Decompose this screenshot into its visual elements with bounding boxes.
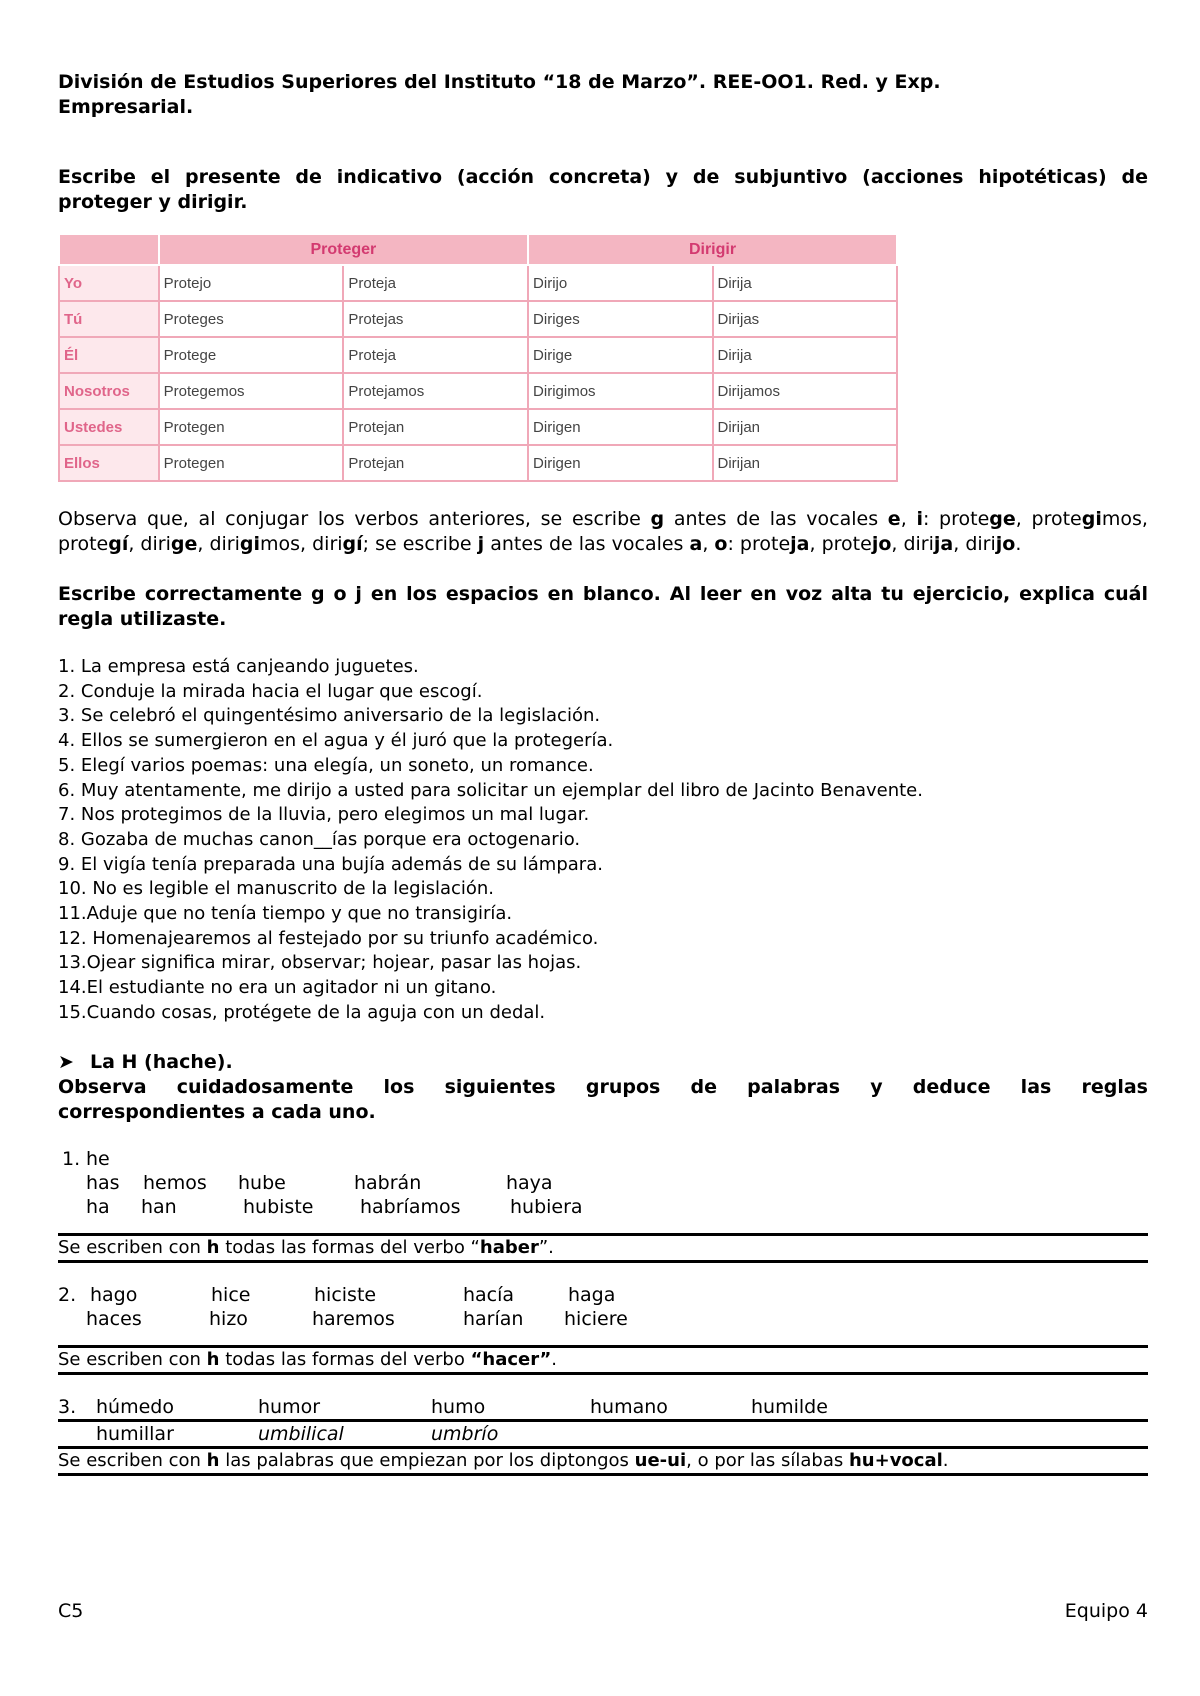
instruction-conjugation: Escribe el presente de indicativo (acción concreta) y de subjuntivo (acciones hipotéticas) de proteger y dirigir.: [58, 166, 1148, 213]
obs-highlight: ge: [170, 533, 198, 555]
word: hubiste: [243, 1195, 314, 1218]
obs-text: .: [1015, 533, 1022, 555]
exercise-sentences: [58, 655, 1148, 1026]
rule-diphthongs: ue-ui: [634, 1449, 687, 1471]
word: harían: [463, 1307, 524, 1330]
proteger-subjunctive-cell: Proteja: [343, 337, 528, 373]
conjugation-row: [59, 445, 897, 481]
obs-text: , diri: [953, 533, 996, 555]
dirigir-indicative-cell: Dirigen: [528, 445, 712, 481]
exercise-sentence: 6. Muy atentamente, me dirijo a usted para solicitar un ejemplar del libro de Jacinto Benavente.: [58, 779, 923, 801]
word: han: [141, 1195, 177, 1218]
obs-letter-g: g: [650, 508, 665, 530]
header-line-1: División de Estudios Superiores del Instituto “18 de Marzo”. REE-OO1. Red. y Exp.: [58, 71, 941, 93]
dirigir-indicative-cell: Dirijo: [528, 265, 712, 301]
conjugation-row: [59, 265, 897, 301]
word: humano: [590, 1395, 668, 1418]
document-header: [58, 70, 1148, 120]
rule-text: todas las formas del verbo: [219, 1348, 471, 1370]
word: humor: [258, 1395, 321, 1418]
word: hago: [90, 1283, 138, 1306]
obs-text: , diri: [891, 533, 934, 555]
obs-highlight: ja: [933, 533, 954, 555]
dirigir-subjunctive-cell: Dirijas: [713, 301, 898, 337]
word: humilde: [751, 1395, 828, 1418]
exercise-sentence: 1. La empresa está canjeando juguetes.: [58, 656, 419, 677]
word: he: [86, 1147, 110, 1170]
arrow-bullet-icon: ➤: [58, 1050, 74, 1073]
obs-text: antes de las vocales: [484, 533, 690, 555]
conjugation-row: [59, 373, 897, 409]
proteger-indicative-cell: Protegen: [159, 409, 344, 445]
dirigir-subjunctive-cell: Dirija: [713, 265, 898, 301]
obs-vowel-i: i: [916, 508, 923, 530]
obs-text: mos, prote: [58, 508, 1148, 555]
proteger-indicative-cell: Proteges: [159, 301, 344, 337]
proteger-subjunctive-cell: Proteja: [343, 265, 528, 301]
obs-text: : prote: [727, 533, 791, 555]
obs-text: antes de las vocales: [664, 508, 888, 530]
rule-text: , o por las sílabas: [686, 1449, 849, 1471]
section-h-instruction-line-1: Observa cuidadosamente los siguientes grupos de palabras y deduce las reglas: [58, 1075, 1148, 1098]
obs-vowel-e: e: [887, 508, 901, 530]
word-row: [58, 1171, 1148, 1195]
obs-highlight: gi: [239, 533, 260, 555]
dirigir-subjunctive-cell: Dirijamos: [713, 373, 898, 409]
footer-left: C5: [58, 1600, 84, 1622]
proteger-indicative-cell: Protegen: [159, 445, 344, 481]
conjugation-row: [59, 301, 897, 337]
exercise-sentence: 2. Conduje la mirada hacia el lugar que escogí.: [58, 680, 483, 702]
word: hiciere: [564, 1307, 628, 1330]
group-number: 3.: [58, 1395, 77, 1418]
word: has: [86, 1171, 120, 1194]
column-dirigir: Dirigir: [528, 234, 897, 265]
header-line-2: Empresarial.: [58, 96, 194, 118]
rule-syllables: hu+vocal: [848, 1449, 943, 1471]
obs-text: : prote: [922, 508, 990, 530]
word: umbilical: [258, 1422, 344, 1445]
proteger-subjunctive-cell: Protejamos: [343, 373, 528, 409]
word: habríamos: [360, 1195, 461, 1218]
dirigir-indicative-cell: Dirige: [528, 337, 712, 373]
obs-highlight: ja: [790, 533, 810, 555]
conjugation-table: [58, 233, 898, 482]
exercise-sentence: 3. Se celebró el quingentésimo aniversario de la legislación.: [58, 705, 601, 727]
exercise-sentence: 13.Ojear significa mirar, observar; hojear, pasar las hojas.: [58, 952, 582, 974]
proteger-indicative-cell: Protege: [159, 337, 344, 373]
rule-letter-h: h: [206, 1348, 220, 1370]
word: haga: [568, 1283, 616, 1306]
group-number: 1.: [62, 1147, 81, 1170]
obs-vowel-a: a: [689, 533, 703, 555]
obs-highlight: gí: [108, 533, 129, 555]
rule-verb: “hacer”: [470, 1348, 552, 1370]
word-row: [58, 1283, 1148, 1307]
pronoun-cell: Ustedes: [59, 409, 159, 445]
rule-haber: [58, 1233, 1148, 1263]
word: hizo: [209, 1307, 248, 1330]
exercise-sentence: 14.El estudiante no era un agitador ni un gitano.: [58, 977, 497, 999]
word: hemos: [143, 1171, 207, 1194]
obs-text: ; se escribe: [362, 533, 478, 555]
rule-text: Se escriben con: [58, 1236, 207, 1258]
word: hacía: [463, 1283, 515, 1306]
word: ha: [86, 1195, 110, 1218]
exercise-sentence: 15.Cuando cosas, protégete de la aguja con un dedal.: [58, 1001, 546, 1023]
word: húmedo: [96, 1395, 174, 1418]
footer-right: Equipo 4: [1064, 1600, 1148, 1622]
word: humillar: [96, 1422, 174, 1445]
obs-highlight: jo: [871, 533, 892, 555]
word-row: [58, 1422, 1148, 1449]
word-row: [58, 1195, 1148, 1219]
obs-text: , prote: [1015, 508, 1082, 530]
rule-text: .: [551, 1348, 558, 1370]
exercise-sentence: 7. Nos protegimos de la lluvia, pero elegimos un mal lugar.: [58, 804, 590, 826]
group-number: 2.: [58, 1283, 77, 1306]
rule-text: Se escriben con: [58, 1449, 207, 1471]
exercise-sentence: 10. No es legible el manuscrito de la legislación.: [58, 878, 495, 900]
word: humo: [431, 1395, 486, 1418]
word-group-1: [58, 1147, 1148, 1219]
dirigir-indicative-cell: Diriges: [528, 301, 712, 337]
rule-letter-h: h: [206, 1236, 220, 1258]
instruction-g-or-j: Escribe correctamente g o j en los espacios en blanco. Al leer en voz alta tu ejercicio, explica cuál regla utilizaste.: [58, 583, 1148, 630]
word: haremos: [312, 1307, 395, 1330]
column-proteger: Proteger: [159, 234, 528, 265]
obs-text: , diri: [128, 533, 171, 555]
obs-text: Observa que, al conjugar los verbos anteriores, se escribe: [58, 508, 651, 530]
exercise-sentence: 4. Ellos se sumergieron en el agua y él juró que la protegería.: [58, 730, 614, 752]
obs-text: mos, diri: [260, 533, 343, 555]
rule-hacer: [58, 1345, 1148, 1375]
obs-text: , diri: [197, 533, 240, 555]
word: hube: [238, 1171, 286, 1194]
obs-highlight: gi: [1081, 508, 1102, 530]
word-group-3: [58, 1395, 1148, 1449]
section-h-title-text: La H (hache).: [90, 1050, 233, 1073]
proteger-subjunctive-cell: Protejan: [343, 409, 528, 445]
rule-text: Se escriben con: [58, 1348, 207, 1370]
observation-paragraph: [58, 507, 1148, 557]
dirigir-indicative-cell: Dirigen: [528, 409, 712, 445]
word: hubiera: [510, 1195, 583, 1218]
rule-text: las palabras que empiezan por los diptongos: [219, 1449, 635, 1471]
exercise-sentence: 8. Gozaba de muchas canon__ías porque era octogenario.: [58, 828, 581, 850]
document-page: [58, 70, 1148, 1476]
word: umbrío: [431, 1422, 499, 1445]
word-group-2: [58, 1283, 1148, 1331]
exercise-sentence: 12. Homenajearemos al festejado por su triunfo académico.: [58, 927, 599, 949]
obs-text: ,: [900, 508, 917, 530]
rule-text: ”.: [538, 1236, 554, 1258]
dirigir-indicative-cell: Dirigimos: [528, 373, 712, 409]
exercise-sentence: 9. El vigía tenía preparada una bujía además de su lámpara.: [58, 853, 603, 875]
proteger-indicative-cell: Protejo: [159, 265, 344, 301]
pronoun-cell: Nosotros: [59, 373, 159, 409]
pronoun-cell: Tú: [59, 301, 159, 337]
word: haya: [506, 1171, 553, 1194]
conjugation-row: [59, 337, 897, 373]
dirigir-subjunctive-cell: Dirijan: [713, 445, 898, 481]
rule-letter-h: h: [206, 1449, 220, 1471]
exercise-sentence: 11.Aduje que no tenía tiempo y que no transigiría.: [58, 903, 513, 925]
section-h-instruction-line-2: correspondientes a cada uno.: [58, 1100, 376, 1123]
obs-highlight: gí: [342, 533, 363, 555]
obs-text: ,: [702, 533, 715, 555]
proteger-indicative-cell: Protegemos: [159, 373, 344, 409]
rule-hu-vocal: [58, 1449, 1148, 1476]
conjugation-rows: [59, 265, 897, 481]
section-h-title: [58, 1050, 1148, 1075]
proteger-subjunctive-cell: Protejas: [343, 301, 528, 337]
word-row: [58, 1307, 1148, 1331]
word: hiciste: [314, 1283, 377, 1306]
pronoun-cell: Ellos: [59, 445, 159, 481]
dirigir-subjunctive-cell: Dirijan: [713, 409, 898, 445]
obs-highlight: jo: [995, 533, 1016, 555]
table-corner: [59, 234, 159, 265]
pronoun-cell: Él: [59, 337, 159, 373]
obs-letter-j: j: [477, 533, 485, 555]
obs-highlight: ge: [989, 508, 1016, 530]
word: habrán: [354, 1171, 422, 1194]
dirigir-subjunctive-cell: Dirija: [713, 337, 898, 373]
exercise-sentence: 5. Elegí varios poemas: una elegía, un soneto, un romance.: [58, 754, 594, 776]
pronoun-cell: Yo: [59, 265, 159, 301]
word-row: [58, 1147, 1148, 1171]
word-row: [58, 1395, 1148, 1422]
rule-text: .: [942, 1449, 949, 1471]
rule-text: todas las formas del verbo “: [219, 1236, 480, 1258]
obs-text: , prote: [809, 533, 872, 555]
word: haces: [86, 1307, 142, 1330]
word: hice: [211, 1283, 251, 1306]
conjugation-row: [59, 409, 897, 445]
rule-verb: haber: [479, 1236, 539, 1258]
proteger-subjunctive-cell: Protejan: [343, 445, 528, 481]
obs-vowel-o: o: [714, 533, 728, 555]
